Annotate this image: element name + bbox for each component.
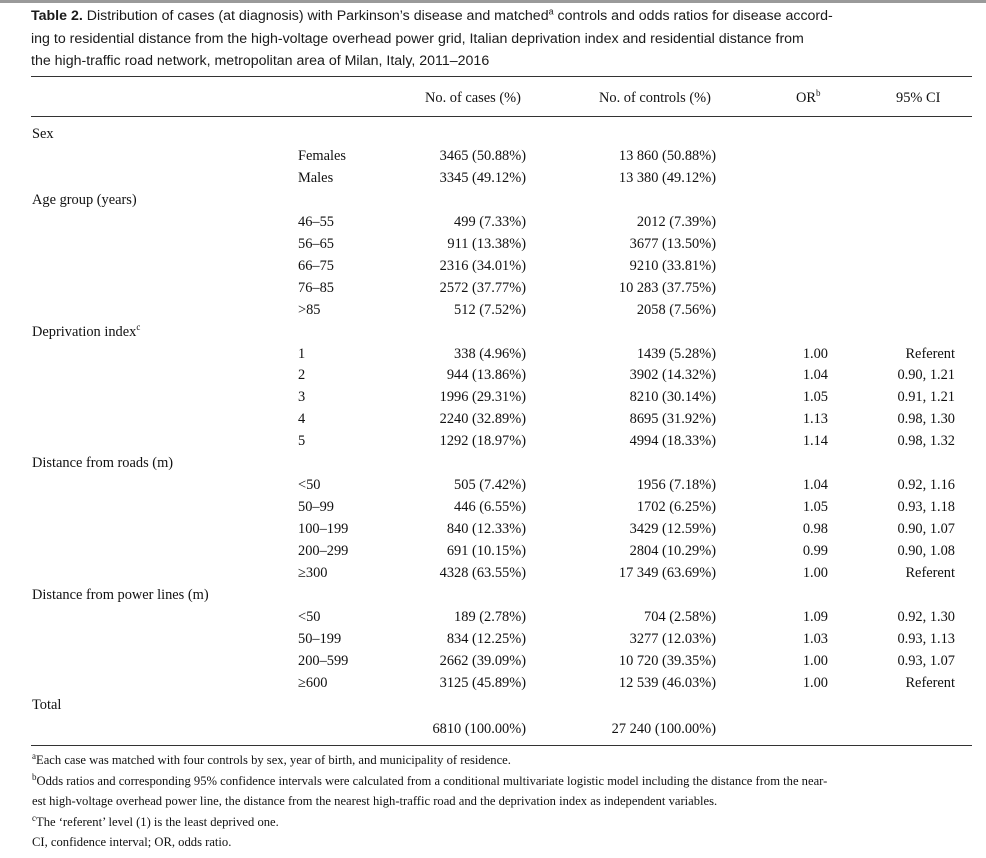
table-row (0, 609, 986, 631)
section-title-row (0, 587, 986, 609)
caption-line-2: ing to residential distance from the high-voltage overhead power grid, Italian deprivation index and residential distance from (31, 30, 804, 47)
cell-or: 0.98 (802, 521, 828, 538)
caption-sup: a (548, 6, 554, 17)
cell-controls: 704 (2.58%) (644, 608, 716, 625)
section-title-text: Distance from roads (m) (32, 455, 174, 472)
row-label: ≥600 (298, 674, 328, 691)
cell-ci: 0.90, 1.08 (897, 543, 955, 559)
footnote-b: $^b$Odds ratios and corresponding 95% confidence intervals were calculated from a conditional multivariate logistic model including the distance from the near- (32, 771, 828, 788)
section-title (32, 192, 137, 209)
row-label: 100–199 (298, 521, 349, 538)
cell-cases: 2316 (34.01%) (439, 257, 526, 274)
row-label: 2 (298, 367, 306, 384)
cell-ci: 0.91, 1.21 (897, 389, 955, 406)
cell-ci: 0.92, 1.30 (897, 608, 955, 625)
row-label: <50 (298, 477, 321, 494)
header-bottom-rule (31, 116, 972, 117)
total-title-row (0, 697, 986, 719)
row-label: Females (298, 147, 346, 164)
caption-text-1: Distribution of cases (at diagnosis) with Parkinson’s disease and matched (86, 8, 549, 24)
row-label: ≥300 (298, 565, 328, 581)
caption-line-3: the high-traffic road network, metropolitan area of Milan, Italy, 2011–2016 (31, 53, 490, 70)
cell-controls: 2058 (7.56%) (636, 301, 716, 318)
table-row (0, 411, 986, 433)
cell-cases: 3125 (45.89%) (439, 674, 526, 691)
top-border (0, 0, 986, 3)
cell-cases: 446 (6.55%) (454, 499, 526, 516)
cell-or: 0.99 (802, 543, 828, 559)
cell-cases: 338 (4.96%) (454, 345, 526, 362)
cell-controls: 13 860 (50.88%) (618, 147, 716, 164)
cell-cases: 4328 (63.55%) (439, 565, 526, 581)
table-row (0, 631, 986, 653)
cell-controls: 3429 (12.59%) (629, 521, 716, 538)
cell-or: 1.09 (802, 608, 828, 625)
cell-ci: 0.93, 1.07 (897, 652, 955, 669)
table-row (0, 521, 986, 543)
section-title (32, 126, 54, 143)
cell-controls: 1439 (5.28%) (636, 345, 716, 362)
cell-ci: Referent (905, 674, 955, 691)
cell-or: 1.14 (802, 433, 828, 450)
cell-or: 1.05 (802, 389, 828, 406)
cell-controls: 3277 (12.03%) (629, 630, 716, 647)
header-cases: No. of cases (%) (425, 90, 521, 106)
row-label: 66–75 (298, 257, 334, 274)
cell-controls: 12 539 (46.03%) (618, 674, 716, 691)
cell-controls: 1702 (6.25%) (636, 499, 716, 516)
cell-controls: 13 380 (49.12%) (618, 169, 716, 186)
cell-cases: 499 (7.33%) (454, 213, 526, 230)
total-row (0, 721, 986, 743)
section-title-row (0, 321, 986, 346)
row-label: <50 (298, 608, 321, 625)
section-title-sup: c (136, 321, 141, 332)
table-row (0, 302, 986, 324)
caption-line-1 (31, 5, 971, 28)
table-row (0, 214, 986, 236)
row-label: 3 (298, 389, 306, 406)
cell-ci: 0.98, 1.32 (897, 433, 955, 450)
table-row (0, 367, 986, 389)
section-title-row (0, 192, 986, 214)
cell-cases: 1996 (29.31%) (439, 389, 526, 406)
caption-label: Table 2. (31, 8, 83, 24)
table-row (0, 653, 986, 675)
cell-cases: 840 (12.33%) (446, 521, 526, 538)
cell-controls: 10 283 (37.75%) (618, 279, 716, 296)
cell-ci: 0.98, 1.30 (897, 411, 955, 428)
table-row (0, 236, 986, 258)
cell-controls: 17 349 (63.69%) (618, 565, 716, 581)
cell-cases: 2240 (32.89%) (439, 411, 526, 428)
row-label: 56–65 (298, 235, 334, 252)
cell-cases: 1292 (18.97%) (439, 433, 526, 450)
section-title (32, 321, 141, 341)
row-label: 50–199 (298, 630, 342, 647)
total-title: Total (32, 696, 62, 713)
table-row (0, 170, 986, 192)
cell-ci: 0.93, 1.13 (897, 630, 955, 647)
cell-cases: 2572 (37.77%) (439, 279, 526, 296)
cell-cases: 512 (7.52%) (454, 301, 526, 318)
cell-cases: 834 (12.25%) (446, 630, 526, 647)
cell-or: 1.13 (802, 411, 828, 428)
header-top-rule (31, 76, 972, 77)
cell-cases: 3465 (50.88%) (439, 147, 526, 164)
cell-or: 1.00 (802, 674, 828, 691)
cell-cases: 944 (13.86%) (446, 367, 526, 384)
section-title-text: Distance from power lines (m) (32, 587, 209, 603)
section-title-row (0, 455, 986, 477)
cell-controls: 8695 (31.92%) (629, 411, 716, 428)
cell-or: 1.00 (802, 652, 828, 669)
row-label: 50–99 (298, 499, 334, 516)
cell-controls: 1956 (7.18%) (636, 477, 716, 494)
table-caption (31, 5, 971, 73)
cell-cases: 911 (13.38%) (447, 235, 526, 252)
header-or: $OR^b$ (796, 88, 821, 106)
section-title (32, 455, 173, 472)
column-headers (0, 90, 986, 112)
footnote-c: $^c$The ‘referent’ level (1) is the least deprived one. (32, 812, 279, 829)
row-label: 4 (298, 411, 306, 428)
footnote-a: $^a$Each case was matched with four controls by sex, year of birth, and municipality of residence. (32, 750, 511, 767)
row-label: 200–299 (298, 543, 349, 559)
cell-ci: 0.93, 1.18 (897, 499, 955, 516)
cell-ci: 0.92, 1.16 (897, 477, 955, 494)
cell-or: 1.05 (802, 499, 828, 516)
cell-controls: 3902 (14.32%) (629, 367, 716, 384)
header-ci: 95% CI (896, 90, 941, 106)
cell-controls: 4994 (18.33%) (629, 433, 716, 450)
cell-cases: 691 (10.15%) (446, 543, 526, 559)
row-label: 76–85 (298, 279, 334, 296)
table-bottom-rule (31, 745, 972, 746)
table-row (0, 389, 986, 411)
section-title-row (0, 126, 986, 148)
table-row (0, 675, 986, 697)
row-label: 46–55 (298, 213, 334, 230)
row-label: >85 (298, 301, 321, 318)
cell-or: 1.00 (802, 345, 828, 362)
footnote-abbrev: CI, confidence interval; OR, odds ratio. (32, 835, 232, 849)
row-label: 1 (298, 345, 306, 362)
cell-ci: Referent (905, 565, 955, 581)
footnote-b-cont: est high-voltage overhead power line, the distance from the nearest high-traffic road and the deprivation index as independent variables. (32, 794, 718, 808)
cell-cases: 189 (2.78%) (454, 608, 526, 625)
cell-cases: 3345 (49.12%) (439, 169, 526, 186)
cell-ci: 0.90, 1.07 (897, 521, 955, 538)
table-row (0, 565, 986, 587)
cell-controls: 9210 (33.81%) (629, 257, 716, 274)
row-label: 200–599 (298, 652, 349, 669)
cell-or: 1.04 (802, 367, 828, 384)
cell-or: 1.04 (802, 477, 828, 494)
total-controls: 27 240 (100.00%) (611, 720, 716, 737)
cell-controls: 10 720 (39.35%) (618, 652, 716, 669)
table-row (0, 477, 986, 499)
table-row (0, 280, 986, 302)
section-title-text: Deprivation index (32, 323, 137, 340)
header-controls: No. of controls (%) (599, 90, 711, 106)
section-title-text: Sex (32, 126, 54, 142)
cell-cases: 505 (7.42%) (454, 477, 526, 494)
cell-ci: Referent (905, 345, 955, 362)
table-row (0, 433, 986, 455)
caption-text-1b: controls and odds ratios for disease accord- (553, 8, 833, 24)
cell-controls: 2804 (10.29%) (629, 543, 716, 559)
cell-or: 1.03 (802, 630, 828, 647)
cell-or: 1.00 (802, 565, 828, 581)
row-label: Males (298, 169, 334, 186)
table-row (0, 346, 986, 368)
cell-ci: 0.90, 1.21 (897, 367, 955, 384)
section-title-text: Age group (years) (32, 191, 137, 208)
cell-controls: 3677 (13.50%) (629, 235, 716, 252)
cell-controls: 8210 (30.14%) (629, 389, 716, 406)
table-row (0, 258, 986, 280)
cell-controls: 2012 (7.39%) (636, 213, 716, 230)
row-label: 5 (298, 433, 306, 450)
table-row (0, 499, 986, 521)
table-row (0, 543, 986, 565)
table-row (0, 148, 986, 170)
cell-cases: 2662 (39.09%) (439, 652, 526, 669)
total-cases: 6810 (100.00%) (432, 720, 526, 737)
section-title (32, 587, 209, 604)
